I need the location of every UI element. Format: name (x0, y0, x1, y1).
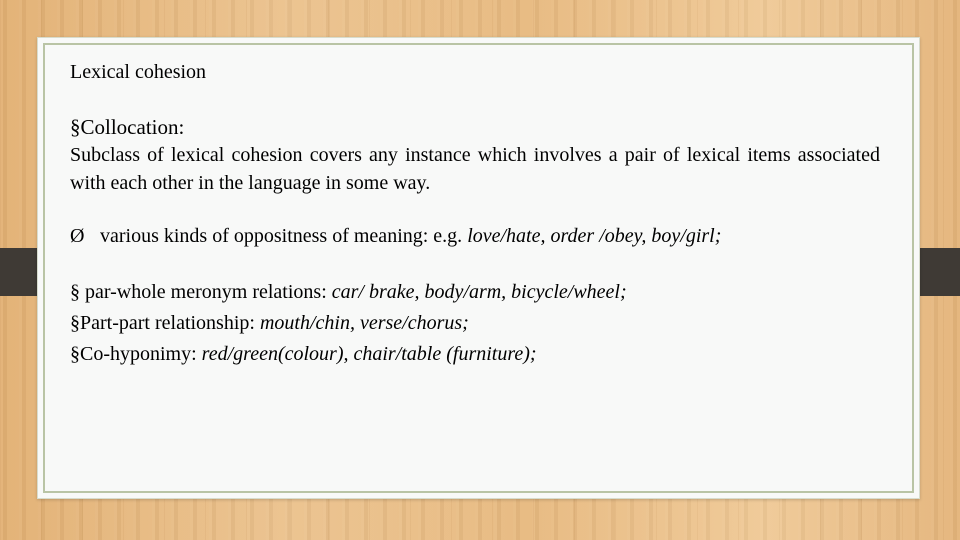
list-item-prefix: Co-hyponimy: (80, 343, 202, 365)
list-item-prefix: par-whole meronym relations: (85, 281, 332, 303)
section-bullet-icon: § (70, 312, 80, 334)
section-bullet-icon: § (70, 281, 85, 303)
list-item-prefix: Part-part relationship: (80, 312, 260, 334)
arrow-bullet-icon: Ø (70, 225, 85, 247)
section-heading-text: Collocation: (80, 115, 185, 139)
opposites-examples: love/hate, order /obey, boy/girl; (467, 225, 722, 247)
opposites-prefix: various kinds of oppositness of meaning: e.g. (100, 225, 468, 247)
section-marker: § (70, 115, 81, 139)
section-heading (70, 113, 880, 141)
list-item (70, 277, 880, 308)
list-item-examples: mouth/chin, verse/chorus; (259, 312, 469, 334)
list-item-examples: red/green(colour), chair/table (furniture); (201, 343, 537, 365)
list-item (70, 339, 880, 370)
slide-content (70, 58, 880, 370)
section-bullet-icon: § (70, 343, 80, 365)
opposites-item (70, 222, 880, 252)
slide-title: Lexical cohesion (70, 61, 207, 83)
definition-text: Subclass of lexical cohesion covers any instance which involves a pair of lexical items associated with each other in the language in some way. (70, 144, 880, 194)
list-item (70, 308, 880, 339)
list-item-examples: car/ brake, body/arm, bicycle/wheel; (331, 281, 627, 303)
relations-list (70, 277, 880, 370)
